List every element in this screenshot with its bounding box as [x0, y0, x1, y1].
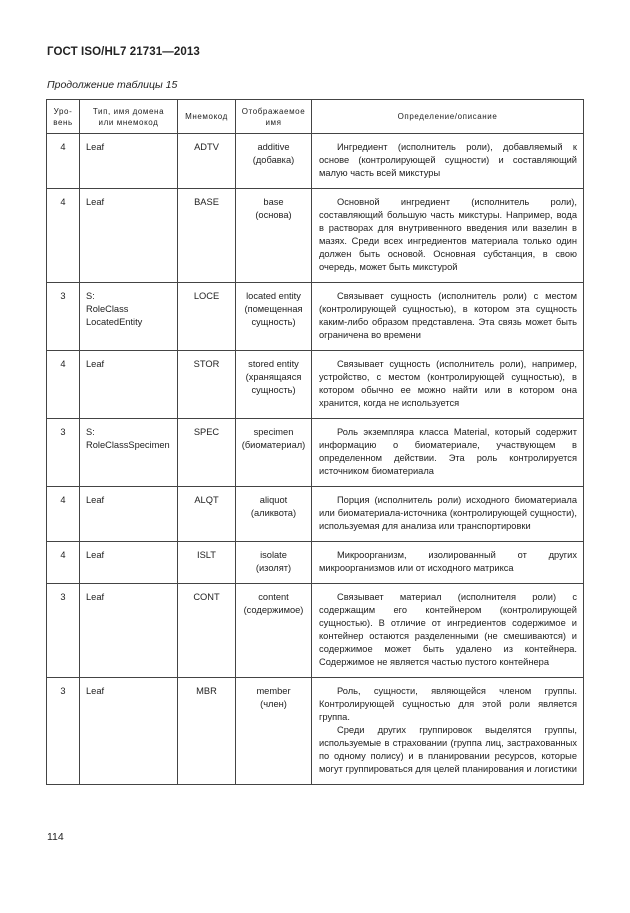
type-cell — [80, 487, 178, 542]
page-number: 114 — [47, 831, 64, 843]
definition-paragraph: Ингредиент (исполнитель роли), добавляемый к основе (контролирующей сущности) и составляющий малую часть всей микстуры — [319, 142, 577, 178]
mnemonic-cell: LOCE — [178, 283, 236, 351]
display-name-cell — [236, 134, 312, 189]
level-cell: 3 — [47, 678, 80, 785]
cell-line: Leaf — [86, 495, 105, 505]
cell-line: Leaf — [86, 197, 105, 207]
definition-cell — [312, 189, 584, 283]
display-name-cell — [236, 584, 312, 678]
cell-line: (добавка) — [252, 155, 295, 165]
cell-line: Тип, имя домена — [92, 106, 165, 116]
cell-line: RoleClassSpecimen — [86, 440, 170, 450]
table-row — [47, 189, 584, 283]
cell-line: S: — [86, 427, 95, 437]
mnemonic-cell: CONT — [178, 584, 236, 678]
type-cell — [80, 542, 178, 584]
definition-cell — [312, 134, 584, 189]
type-cell — [80, 189, 178, 283]
cell-line: Мнемокод — [185, 112, 228, 121]
table-body — [47, 134, 584, 785]
cell-line: member — [256, 686, 291, 696]
display-name-cell — [236, 487, 312, 542]
cell-line: Leaf — [86, 686, 105, 696]
cell-line: (аликвота) — [250, 508, 297, 518]
cell-line: (основа) — [255, 210, 292, 220]
cell-line: LocatedEntity — [86, 317, 143, 327]
table-row — [47, 283, 584, 351]
type-cell — [80, 283, 178, 351]
level-cell: 3 — [47, 419, 80, 487]
level-cell: 4 — [47, 487, 80, 542]
definition-cell — [312, 419, 584, 487]
table-row — [47, 351, 584, 419]
definition-cell — [312, 584, 584, 678]
cell-line: (член) — [260, 699, 287, 709]
mnemonic-cell: BASE — [178, 189, 236, 283]
cell-line: (хранящаяся — [245, 372, 302, 382]
type-cell — [80, 678, 178, 785]
table-row — [47, 542, 584, 584]
table-row — [47, 419, 584, 487]
mnemonic-cell: ADTV — [178, 134, 236, 189]
level-cell: 4 — [47, 542, 80, 584]
table-row — [47, 134, 584, 189]
table-row — [47, 678, 584, 785]
definition-paragraph: Связывает материал (исполнителя роли) с содержащим его контейнером (контролирующей сущностью). В отличие от ингредиентов содержимое и контейнер остаются разделенными (не смешиваются) и содержимое может быть удалено из контейнера. Содержимое не является частью пустого контейнера — [319, 592, 577, 667]
mnemonic-cell: SPEC — [178, 419, 236, 487]
cell-line: isolate — [260, 550, 287, 560]
cell-line: Leaf — [86, 359, 105, 369]
definition-paragraph: Основной ингредиент (исполнитель роли), составляющий большую часть микстуры. Например, вода в растворах для внутривенного введения или вазелин в мазях. Среди всех ингредиентов материала только один должен быть основой. Основная субстанция, в свою очередь, может быть микстурой — [319, 197, 577, 272]
cell-line: имя — [265, 117, 282, 127]
definition-paragraph: Роль, сущности, являющейся членом группы. Контролирующей сущностью для этой роли является группа. — [319, 686, 577, 722]
display-name-cell — [236, 351, 312, 419]
cell-line: aliquot — [259, 495, 288, 505]
display-name-cell — [236, 678, 312, 785]
table-header-row — [47, 100, 584, 134]
cell-line: (содержимое) — [243, 605, 304, 615]
table-row — [47, 584, 584, 678]
level-cell: 3 — [47, 283, 80, 351]
level-cell: 4 — [47, 189, 80, 283]
definition-paragraph: Среди других группировок выделятся группы, используемые в страховании (группа лиц, застрахованных по одному полису) и в планировании ресурсов, которые могут группироваться для целей планирования и логистики — [319, 725, 577, 774]
cell-line: located entity — [246, 291, 301, 301]
table-continuation-caption: Продолжение таблицы 15 — [47, 79, 178, 91]
mnemonic-cell: ISLT — [178, 542, 236, 584]
cell-line: или мнемокод — [98, 117, 159, 127]
display-name-cell — [236, 283, 312, 351]
type-cell — [80, 419, 178, 487]
cell-line: сущность) — [251, 385, 296, 395]
cell-line: Leaf — [86, 550, 105, 560]
definition-paragraph: Роль экземпляра класса Material, который содержит информацию о биоматериале, участвующем в определенном действии. Эта роль контролируется источником биоматериала — [319, 427, 577, 476]
definition-paragraph: Микроорганизм, изолированный от других микроорганизмов или от исходного матрикса — [319, 550, 577, 573]
cell-line: specimen — [253, 427, 294, 437]
definition-paragraph: Связывает сущность (исполнитель роли) с местом (контролирующей сущностью), в котором эта сущность каким-либо образом представлена. Эта связь может быть ограничена во времени — [319, 291, 577, 340]
cell-line: Определение/описание — [397, 112, 498, 121]
definition-paragraph: Порция (исполнитель роли) исходного биоматериала или биоматериала-источника (контролирующей сущности), используемая для анализа или транспортировки — [319, 495, 577, 531]
cell-line: Отображаемое — [241, 106, 306, 116]
cell-line: Leaf — [86, 592, 105, 602]
cell-line: Уро- — [53, 106, 73, 116]
column-header-mnemonic — [178, 100, 236, 134]
type-cell — [80, 134, 178, 189]
level-cell: 4 — [47, 351, 80, 419]
cell-line: вень — [53, 117, 73, 127]
definition-paragraph: Связывает сущность (исполнитель роли), например, устройство, с местом (контролирующей сущностью), в котором обычно ее можно найти или в котором она хранится, когда не используется — [319, 359, 577, 408]
mnemonic-cell: ALQT — [178, 487, 236, 542]
column-header-level — [47, 100, 80, 134]
cell-line: (помещенная — [244, 304, 303, 314]
cell-line: content — [258, 592, 289, 602]
display-name-cell — [236, 419, 312, 487]
display-name-cell — [236, 542, 312, 584]
cell-line: (изолят) — [255, 563, 292, 573]
level-cell: 4 — [47, 134, 80, 189]
column-header-type — [80, 100, 178, 134]
column-header-definition — [312, 100, 584, 134]
type-cell — [80, 584, 178, 678]
cell-line: stored entity — [248, 359, 299, 369]
document-standard-header: ГОСТ ISO/HL7 21731—2013 — [47, 46, 200, 58]
cell-line: сущность) — [251, 317, 296, 327]
cell-line: (биоматериал) — [241, 440, 306, 450]
mnemonic-cell: MBR — [178, 678, 236, 785]
cell-line: base — [263, 197, 284, 207]
cell-line: S: — [86, 291, 95, 301]
definition-cell — [312, 487, 584, 542]
definition-cell — [312, 351, 584, 419]
cell-line: Leaf — [86, 142, 105, 152]
definition-cell — [312, 283, 584, 351]
table-header — [47, 100, 584, 134]
mnemonic-cell: STOR — [178, 351, 236, 419]
cell-line: additive — [257, 142, 290, 152]
level-cell: 3 — [47, 584, 80, 678]
definition-cell — [312, 542, 584, 584]
column-header-display-name — [236, 100, 312, 134]
cell-line: RoleClass — [86, 304, 129, 314]
display-name-cell — [236, 189, 312, 283]
table-row — [47, 487, 584, 542]
type-cell — [80, 351, 178, 419]
definition-cell — [312, 678, 584, 785]
mnemonic-table — [46, 99, 584, 785]
